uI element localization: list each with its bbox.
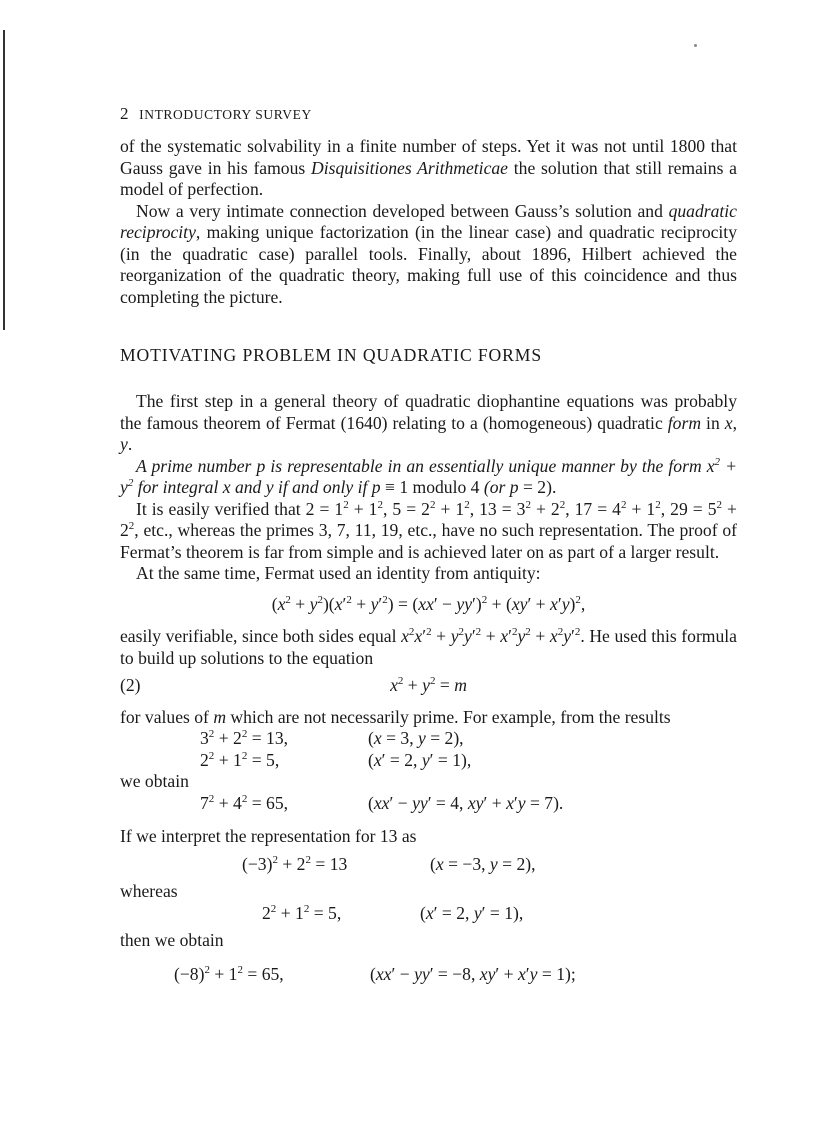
text-we-obtain: we obtain bbox=[120, 771, 189, 791]
example-values: (xx′ − yy′ = 4, xy′ + x′y = 7). bbox=[368, 792, 564, 813]
example-values: (x′ = 2, y′ = 1), bbox=[368, 749, 472, 770]
book-page bbox=[120, 104, 737, 985]
fermat-theorem-statement: A prime number p is representable in an essentially unique manner by the form $x^2 + y^2$ for integral x and y if and only if p ≡ 1 modulo 4 (or p = 2). bbox=[120, 455, 737, 497]
equation-body: $x^2 + y^2 = m$ bbox=[390, 675, 467, 695]
example-result-row bbox=[120, 793, 737, 815]
paragraph-reciprocity: Now a very intimate connection developed between Gauss’s solution and quadratic reciprocity, making unique factorization (in the linear case) and quadratic reciprocity (in the quadratic case) parallel tools. Finally, about 1896, Hilbert achieved the reorganization of the quadratic theory, making full use of this coincidence and thus completing the picture. bbox=[120, 200, 737, 307]
text-whereas: whereas bbox=[120, 881, 178, 901]
example-row bbox=[120, 854, 737, 876]
page-number: 2 bbox=[120, 104, 129, 123]
example-values: (x = 3, y = 2), bbox=[368, 728, 464, 748]
section-heading: MOTIVATING PROBLEM IN QUADRATIC FORMS bbox=[120, 345, 543, 365]
paragraph-verification: easily verifiable, since both sides equal $x^2x'^2 + y^2y'^2 + x'^2y^2 + x^2y'^2$. He used this formula to build up solutions to the equation bbox=[120, 626, 737, 668]
example-equation: $(-8)^2 + 1^2 = 65$, bbox=[174, 963, 284, 984]
running-head bbox=[120, 104, 737, 124]
example-row bbox=[120, 728, 737, 750]
scan-speck bbox=[694, 44, 697, 47]
example-values: (x = −3, y = 2), bbox=[430, 853, 536, 874]
example-equation: $7^2 + 4^2 = 65$, bbox=[200, 792, 289, 813]
example-row bbox=[120, 750, 737, 772]
paragraph-examples: It is easily verified that $2 = 1^2 + 1^2$, $5 = 2^2 + 1^2$, $13 = 3^2 + 2^2$, $17 = 4^2 + 1^2$, $29 = 5^2 + 2^2$, etc., whereas the primes 3, 7, 11, 19, etc., have no such representation. The proof of Fermat’s theorem is far from simple and is achieved later on as part of a larger result. bbox=[120, 498, 737, 562]
running-title: INTRODUCTORY SURVEY bbox=[139, 107, 312, 122]
example-values: (x′ = 2, y′ = 1), bbox=[420, 902, 524, 923]
paragraph-identity-intro: At the same time, Fermat used an identity from antiquity: bbox=[136, 563, 541, 583]
identity-equation: $(x^2 + y^2)(x'^2 + y'^2) = (xx' - yy')^2 + (xy' + x'y)^2$, bbox=[271, 593, 586, 614]
example-equation: $3^2 + 2^2 = 13$, bbox=[200, 728, 289, 748]
paragraph-fermat-intro: The first step in a general theory of quadratic diophantine equations was probably the famous theorem of Fermat (1640) relating to a (homogeneous) quadratic form in x, y. bbox=[120, 391, 737, 454]
example-equation: $(-3)^2 + 2^2 = 13$ bbox=[242, 853, 348, 874]
scan-edge-mark bbox=[3, 30, 5, 330]
equation-number: (2) bbox=[120, 675, 141, 695]
example-equation: $2^2 + 1^2 = 5$, bbox=[200, 749, 280, 770]
example-result-row bbox=[120, 964, 737, 986]
example-values: (xx′ − yy′ = −8, xy′ + x′y = 1); bbox=[370, 963, 576, 984]
paragraph-interpret: If we interpret the representation for 13 as bbox=[120, 826, 417, 846]
example-equation: $2^2 + 1^2 = 5$, bbox=[262, 902, 342, 923]
paragraph-values-of-m: for values of m which are not necessarily prime. For example, from the results bbox=[120, 706, 671, 727]
paragraph-gauss: of the systematic solvability in a finite number of steps. Yet it was not until 1800 that Gauss gave in his famous Disquisitiones Arithmeticae the solution that still remains a model of perfection. bbox=[120, 136, 737, 199]
example-row bbox=[120, 903, 737, 925]
equation-2 bbox=[120, 675, 737, 697]
text-then-we-obtain: then we obtain bbox=[120, 930, 224, 950]
